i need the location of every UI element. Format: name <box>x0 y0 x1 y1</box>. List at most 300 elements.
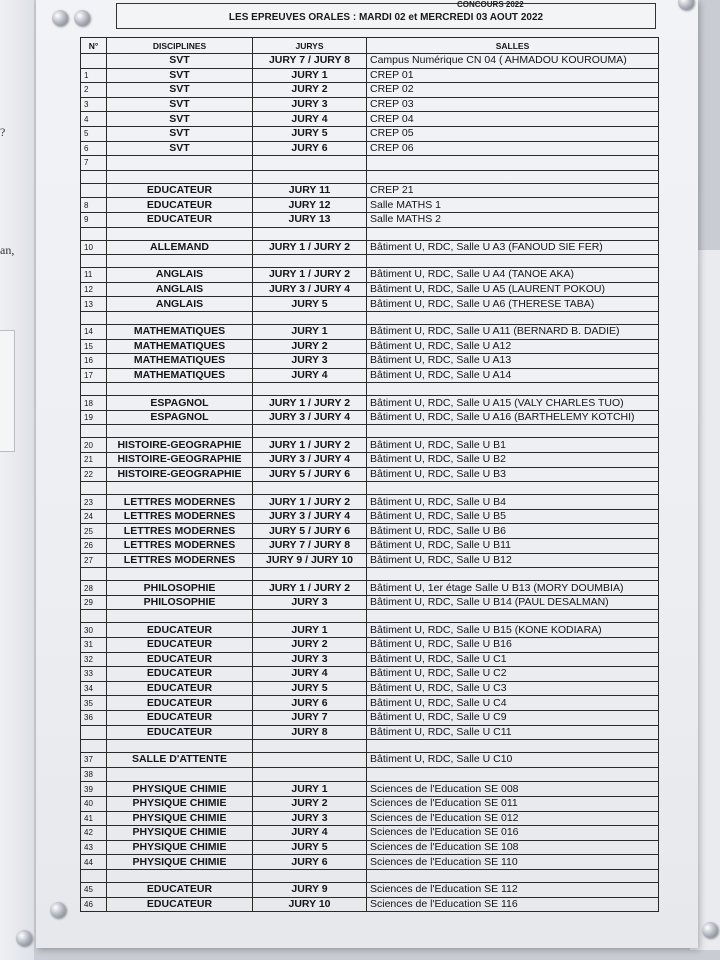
row-salle: Bâtiment U, RDC, Salle U A12 <box>367 339 659 354</box>
table-row <box>81 811 659 826</box>
row-jury <box>253 170 367 183</box>
row-salle: Sciences de l'Education SE 011 <box>367 796 659 811</box>
row-discipline: EDUCATEUR <box>107 681 253 696</box>
row-discipline: EDUCATEUR <box>107 638 253 653</box>
row-salle: Bâtiment U, RDC, Salle U B2 <box>367 453 659 468</box>
row-salle <box>367 227 659 240</box>
row-jury: JURY 8 <box>253 725 367 740</box>
table-row <box>81 141 659 156</box>
row-discipline: PHYSIQUE CHIMIE <box>107 826 253 841</box>
row-jury: JURY 1 <box>253 68 367 83</box>
row-number <box>81 183 107 198</box>
row-jury: JURY 3 / JURY 4 <box>253 410 367 425</box>
row-jury: JURY 7 / JURY 8 <box>253 539 367 554</box>
row-number: 14 <box>81 324 107 339</box>
table-row <box>81 240 659 255</box>
table-header-row <box>81 38 659 54</box>
row-number <box>81 568 107 581</box>
row-salle: Sciences de l'Education SE 112 <box>367 882 659 897</box>
row-number: 2 <box>81 83 107 98</box>
table-row <box>81 297 659 312</box>
row-salle: Bâtiment U, RDC, Salle U A16 (BARTHELEMY KOTCHI) <box>367 410 659 425</box>
row-discipline: LETTRES MODERNES <box>107 495 253 510</box>
row-number: 11 <box>81 268 107 283</box>
row-discipline <box>107 156 253 171</box>
row-number: 5 <box>81 126 107 141</box>
pushpin-icon <box>16 930 32 946</box>
row-jury: JURY 2 <box>253 83 367 98</box>
table-row <box>81 796 659 811</box>
table-row <box>81 782 659 797</box>
row-jury: JURY 3 <box>253 354 367 369</box>
row-salle <box>367 767 659 782</box>
row-salle: Bâtiment U, RDC, Salle U B16 <box>367 638 659 653</box>
row-discipline: HISTOIRE-GEOGRAPHIE <box>107 453 253 468</box>
row-discipline: EDUCATEUR <box>107 183 253 198</box>
row-number: 17 <box>81 368 107 383</box>
row-discipline: LETTRES MODERNES <box>107 524 253 539</box>
row-number <box>81 54 107 69</box>
row-jury <box>253 568 367 581</box>
row-discipline: EDUCATEUR <box>107 710 253 725</box>
row-salle: Bâtiment U, RDC, Salle U B14 (PAUL DESALMAN) <box>367 595 659 610</box>
row-jury: JURY 9 <box>253 882 367 897</box>
row-discipline <box>107 311 253 324</box>
row-number: 29 <box>81 595 107 610</box>
row-salle <box>367 740 659 753</box>
row-discipline <box>107 255 253 268</box>
row-number: 31 <box>81 638 107 653</box>
row-salle: CREP 02 <box>367 83 659 98</box>
row-discipline: SVT <box>107 141 253 156</box>
table-row <box>81 753 659 768</box>
header-salle: SALLES <box>367 38 659 54</box>
row-discipline: PHILOSOPHIE <box>107 595 253 610</box>
row-number: 8 <box>81 198 107 213</box>
row-discipline <box>107 767 253 782</box>
row-salle: Bâtiment U, RDC, Salle U A11 (BERNARD B. DADIE) <box>367 324 659 339</box>
row-number <box>81 610 107 623</box>
table-row <box>81 170 659 183</box>
table-row <box>81 324 659 339</box>
table-row <box>81 638 659 653</box>
row-salle: Bâtiment U, RDC, Salle U A6 (THERESE TABA) <box>367 297 659 312</box>
row-jury: JURY 2 <box>253 638 367 653</box>
row-jury: JURY 7 / JURY 8 <box>253 54 367 69</box>
row-salle: Bâtiment U, RDC, Salle U C9 <box>367 710 659 725</box>
table-row <box>81 467 659 482</box>
schedule-table <box>80 37 659 912</box>
table-row <box>81 198 659 213</box>
row-discipline: ESPAGNOL <box>107 396 253 411</box>
row-salle: Bâtiment U, RDC, Salle U C2 <box>367 667 659 682</box>
row-jury: JURY 6 <box>253 141 367 156</box>
row-discipline: EDUCATEUR <box>107 667 253 682</box>
table-row <box>81 255 659 268</box>
row-salle: Bâtiment U, RDC, Salle U C11 <box>367 725 659 740</box>
margin-table-fragment <box>0 330 15 452</box>
row-salle: Bâtiment U, RDC, Salle U B15 (KONE KODIARA) <box>367 623 659 638</box>
row-jury: JURY 3 / JURY 4 <box>253 453 367 468</box>
row-number: 6 <box>81 141 107 156</box>
row-discipline: HISTOIRE-GEOGRAPHIE <box>107 438 253 453</box>
row-number: 46 <box>81 897 107 912</box>
row-salle <box>367 255 659 268</box>
row-discipline <box>107 170 253 183</box>
row-discipline: PHILOSOPHIE <box>107 581 253 596</box>
row-salle: Sciences de l'Education SE 110 <box>367 855 659 870</box>
row-number: 36 <box>81 710 107 725</box>
row-salle: Bâtiment U, RDC, Salle U B5 <box>367 509 659 524</box>
exam-label: CONCOURS 2022 <box>457 0 524 9</box>
row-salle <box>367 425 659 438</box>
row-discipline <box>107 383 253 396</box>
row-salle: Bâtiment U, RDC, Salle U A5 (LAURENT POKOU) <box>367 282 659 297</box>
table-row <box>81 539 659 554</box>
row-number <box>81 170 107 183</box>
row-number: 30 <box>81 623 107 638</box>
table-row <box>81 710 659 725</box>
table-row <box>81 339 659 354</box>
row-jury: JURY 2 <box>253 796 367 811</box>
row-discipline: PHYSIQUE CHIMIE <box>107 782 253 797</box>
pushpin-icon <box>52 10 68 26</box>
row-jury: JURY 3 / JURY 4 <box>253 509 367 524</box>
table-row <box>81 410 659 425</box>
row-number: 43 <box>81 840 107 855</box>
table-row <box>81 869 659 882</box>
row-salle: CREP 05 <box>367 126 659 141</box>
row-discipline: EDUCATEUR <box>107 212 253 227</box>
row-discipline: MATHEMATIQUES <box>107 354 253 369</box>
table-row <box>81 623 659 638</box>
row-jury: JURY 1 / JURY 2 <box>253 438 367 453</box>
table-row <box>81 581 659 596</box>
row-salle <box>367 383 659 396</box>
row-discipline <box>107 482 253 495</box>
row-number <box>81 255 107 268</box>
row-number: 23 <box>81 495 107 510</box>
row-number: 45 <box>81 882 107 897</box>
row-salle: Sciences de l'Education SE 016 <box>367 826 659 841</box>
table-row <box>81 725 659 740</box>
row-salle: Bâtiment U, RDC, Salle U C10 <box>367 753 659 768</box>
row-discipline: MATHEMATIQUES <box>107 324 253 339</box>
row-number: 22 <box>81 467 107 482</box>
table-row <box>81 268 659 283</box>
table-row <box>81 368 659 383</box>
row-jury: JURY 9 / JURY 10 <box>253 553 367 568</box>
header-num: N° <box>81 38 107 54</box>
row-number: 25 <box>81 524 107 539</box>
row-number: 34 <box>81 681 107 696</box>
row-jury: JURY 1 <box>253 782 367 797</box>
table-row <box>81 681 659 696</box>
row-number: 32 <box>81 652 107 667</box>
row-jury: JURY 5 <box>253 840 367 855</box>
row-number: 33 <box>81 667 107 682</box>
row-jury: JURY 1 <box>253 623 367 638</box>
row-discipline: SVT <box>107 97 253 112</box>
row-discipline: ANGLAIS <box>107 268 253 283</box>
margin-glyph-question: ? <box>0 125 6 139</box>
row-discipline <box>107 869 253 882</box>
row-jury: JURY 5 / JURY 6 <box>253 467 367 482</box>
row-number: 20 <box>81 438 107 453</box>
row-discipline: SVT <box>107 112 253 127</box>
table-row <box>81 667 659 682</box>
table-row <box>81 453 659 468</box>
row-jury <box>253 383 367 396</box>
row-number <box>81 425 107 438</box>
row-number: 10 <box>81 240 107 255</box>
row-salle <box>367 170 659 183</box>
row-number: 27 <box>81 553 107 568</box>
row-discipline <box>107 610 253 623</box>
table-row <box>81 438 659 453</box>
row-discipline: PHYSIQUE CHIMIE <box>107 796 253 811</box>
table-row <box>81 383 659 396</box>
row-jury <box>253 425 367 438</box>
row-discipline: EDUCATEUR <box>107 725 253 740</box>
row-salle <box>367 869 659 882</box>
row-salle: Bâtiment U, RDC, Salle U C3 <box>367 681 659 696</box>
row-jury: JURY 3 / JURY 4 <box>253 282 367 297</box>
row-discipline: EDUCATEUR <box>107 897 253 912</box>
table-row <box>81 396 659 411</box>
row-jury <box>253 740 367 753</box>
row-discipline: SVT <box>107 83 253 98</box>
row-discipline: EDUCATEUR <box>107 198 253 213</box>
row-discipline <box>107 425 253 438</box>
row-jury <box>253 255 367 268</box>
row-salle: Sciences de l'Education SE 108 <box>367 840 659 855</box>
pushpin-icon <box>50 902 66 918</box>
row-discipline: PHYSIQUE CHIMIE <box>107 840 253 855</box>
table-row <box>81 767 659 782</box>
row-salle: Bâtiment U, RDC, Salle U A3 (FANOUD SIE FER) <box>367 240 659 255</box>
row-discipline <box>107 740 253 753</box>
header-jury: JURYS <box>253 38 367 54</box>
row-jury: JURY 6 <box>253 855 367 870</box>
row-jury: JURY 7 <box>253 710 367 725</box>
row-number <box>81 869 107 882</box>
title-box <box>116 0 656 29</box>
row-number: 26 <box>81 539 107 554</box>
row-jury: JURY 4 <box>253 826 367 841</box>
row-jury <box>253 869 367 882</box>
row-number: 38 <box>81 767 107 782</box>
table-row <box>81 826 659 841</box>
table-row <box>81 482 659 495</box>
row-discipline: PHYSIQUE CHIMIE <box>107 855 253 870</box>
row-number <box>81 383 107 396</box>
row-jury: JURY 1 / JURY 2 <box>253 268 367 283</box>
row-salle: Bâtiment U, RDC, Salle U B12 <box>367 553 659 568</box>
row-jury: JURY 3 <box>253 595 367 610</box>
table-row <box>81 568 659 581</box>
row-number: 44 <box>81 855 107 870</box>
table-row <box>81 227 659 240</box>
row-jury: JURY 5 / JURY 6 <box>253 524 367 539</box>
row-jury: JURY 1 <box>253 324 367 339</box>
row-number: 42 <box>81 826 107 841</box>
table-row <box>81 311 659 324</box>
table-row <box>81 595 659 610</box>
row-salle: Sciences de l'Education SE 012 <box>367 811 659 826</box>
row-number: 13 <box>81 297 107 312</box>
row-salle: Bâtiment U, RDC, Salle U B4 <box>367 495 659 510</box>
table-row <box>81 112 659 127</box>
row-salle <box>367 156 659 171</box>
row-number <box>81 311 107 324</box>
row-number: 35 <box>81 696 107 711</box>
row-salle: CREP 06 <box>367 141 659 156</box>
row-salle: CREP 21 <box>367 183 659 198</box>
row-salle: Bâtiment U, RDC, Salle U B3 <box>367 467 659 482</box>
row-number: 9 <box>81 212 107 227</box>
row-number: 7 <box>81 156 107 171</box>
row-salle: Bâtiment U, RDC, Salle U C1 <box>367 652 659 667</box>
row-jury: JURY 1 / JURY 2 <box>253 581 367 596</box>
row-number: 40 <box>81 796 107 811</box>
row-discipline <box>107 227 253 240</box>
table-row <box>81 156 659 171</box>
row-jury: JURY 11 <box>253 183 367 198</box>
row-salle: Sciences de l'Education SE 008 <box>367 782 659 797</box>
row-salle: CREP 04 <box>367 112 659 127</box>
row-jury: JURY 5 <box>253 681 367 696</box>
table-row <box>81 212 659 227</box>
row-salle: CREP 01 <box>367 68 659 83</box>
table-row <box>81 897 659 912</box>
row-number: 24 <box>81 509 107 524</box>
row-jury: JURY 6 <box>253 696 367 711</box>
row-jury: JURY 1 / JURY 2 <box>253 396 367 411</box>
row-discipline: EDUCATEUR <box>107 696 253 711</box>
row-jury: JURY 12 <box>253 198 367 213</box>
row-salle: Bâtiment U, RDC, Salle U B6 <box>367 524 659 539</box>
table-row <box>81 354 659 369</box>
row-discipline: MATHEMATIQUES <box>107 368 253 383</box>
table-body <box>81 54 659 912</box>
row-salle: Bâtiment U, RDC, Salle U B11 <box>367 539 659 554</box>
pushpin-icon <box>702 922 718 938</box>
row-number: 18 <box>81 396 107 411</box>
row-salle <box>367 610 659 623</box>
row-salle: Sciences de l'Education SE 116 <box>367 897 659 912</box>
row-salle: Bâtiment U, RDC, Salle U A15 (VALY CHARLES TUO) <box>367 396 659 411</box>
row-number: 28 <box>81 581 107 596</box>
row-discipline: ANGLAIS <box>107 282 253 297</box>
row-jury <box>253 227 367 240</box>
row-salle: Bâtiment U, RDC, Salle U A4 (TANOE AKA) <box>367 268 659 283</box>
row-number: 12 <box>81 282 107 297</box>
row-number: 41 <box>81 811 107 826</box>
row-jury <box>253 610 367 623</box>
row-salle: CREP 03 <box>367 97 659 112</box>
header-discipline: DISCIPLINES <box>107 38 253 54</box>
row-jury <box>253 753 367 768</box>
row-jury: JURY 1 / JURY 2 <box>253 240 367 255</box>
row-discipline: EDUCATEUR <box>107 882 253 897</box>
row-number: 19 <box>81 410 107 425</box>
row-jury: JURY 5 <box>253 126 367 141</box>
row-discipline: HISTOIRE-GEOGRAPHIE <box>107 467 253 482</box>
row-number <box>81 740 107 753</box>
row-jury: JURY 4 <box>253 368 367 383</box>
table-row <box>81 68 659 83</box>
table-row <box>81 282 659 297</box>
row-number: 15 <box>81 339 107 354</box>
row-salle: Salle MATHS 1 <box>367 198 659 213</box>
row-number: 21 <box>81 453 107 468</box>
row-jury: JURY 3 <box>253 652 367 667</box>
row-jury: JURY 3 <box>253 97 367 112</box>
row-discipline: LETTRES MODERNES <box>107 553 253 568</box>
wall-left-sheet <box>0 0 34 960</box>
table-row <box>81 696 659 711</box>
table-row <box>81 425 659 438</box>
table-row <box>81 882 659 897</box>
row-jury: JURY 13 <box>253 212 367 227</box>
row-salle: Salle MATHS 2 <box>367 212 659 227</box>
row-jury <box>253 482 367 495</box>
row-discipline: EDUCATEUR <box>107 623 253 638</box>
table-row <box>81 740 659 753</box>
row-number: 39 <box>81 782 107 797</box>
margin-glyph-an: an, <box>0 243 15 257</box>
row-jury: JURY 4 <box>253 667 367 682</box>
table-row <box>81 553 659 568</box>
row-discipline: ESPAGNOL <box>107 410 253 425</box>
row-jury: JURY 10 <box>253 897 367 912</box>
table-row <box>81 509 659 524</box>
row-jury <box>253 311 367 324</box>
row-salle <box>367 482 659 495</box>
row-number: 16 <box>81 354 107 369</box>
row-jury: JURY 1 / JURY 2 <box>253 495 367 510</box>
page-title: LES EPREUVES ORALES : MARDI 02 et MERCREDI 03 AOUT 2022 <box>228 12 544 23</box>
row-discipline: LETTRES MODERNES <box>107 509 253 524</box>
row-salle: Bâtiment U, RDC, Salle U A13 <box>367 354 659 369</box>
row-number <box>81 725 107 740</box>
table-row <box>81 855 659 870</box>
row-salle <box>367 311 659 324</box>
row-number: 1 <box>81 68 107 83</box>
row-number <box>81 227 107 240</box>
row-salle: Bâtiment U, RDC, Salle U A14 <box>367 368 659 383</box>
row-jury: JURY 3 <box>253 811 367 826</box>
row-jury: JURY 2 <box>253 339 367 354</box>
row-salle <box>367 568 659 581</box>
row-discipline: SVT <box>107 68 253 83</box>
table-row <box>81 610 659 623</box>
row-discipline: ANGLAIS <box>107 297 253 312</box>
row-jury: JURY 4 <box>253 112 367 127</box>
row-discipline <box>107 568 253 581</box>
table-row <box>81 83 659 98</box>
row-discipline: EDUCATEUR <box>107 652 253 667</box>
row-salle: Bâtiment U, RDC, Salle U C4 <box>367 696 659 711</box>
row-number: 37 <box>81 753 107 768</box>
table-row <box>81 183 659 198</box>
row-number: 3 <box>81 97 107 112</box>
row-jury <box>253 767 367 782</box>
table-row <box>81 840 659 855</box>
row-salle: Bâtiment U, 1er étage Salle U B13 (MORY DOUMBIA) <box>367 581 659 596</box>
row-discipline: SVT <box>107 54 253 69</box>
